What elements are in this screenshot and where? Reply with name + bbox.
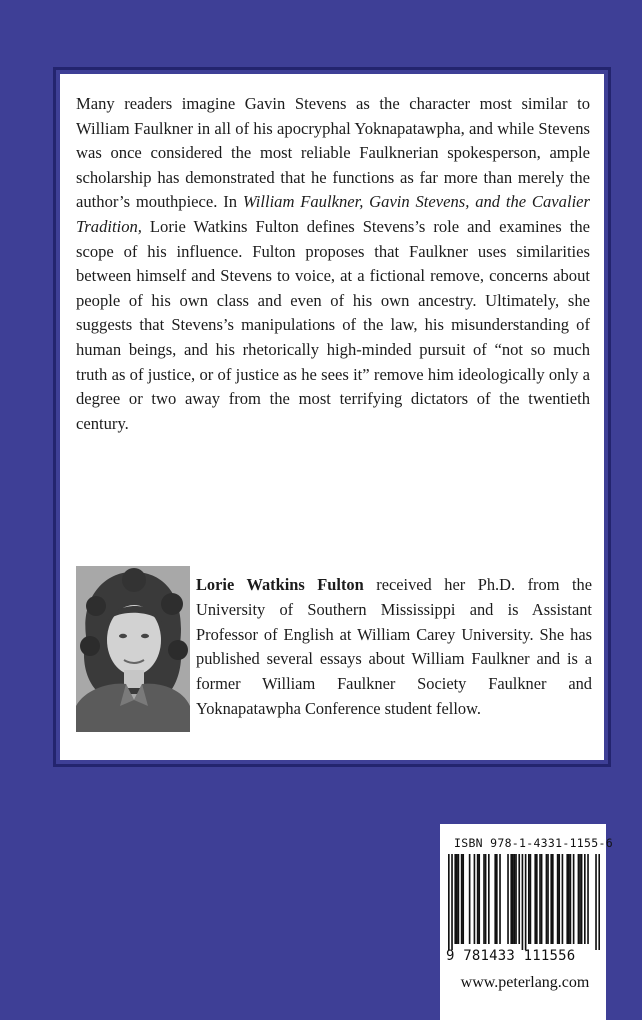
description-text-part-2: Lorie Watkins Fulton defines Stevens’s role and examines the scope of his influence. Fulton proposes that Faulkner uses similarities between himself and Stevens to voice, at a fictional remove, concerns about people of his own class and even of his own ancestry. Ultimately, she suggests that Stevens’s manipulations of the law, his misunderstanding of human beings, and his rhetorically high-minded pursuit of “not so much truth as of justice, or of justice as he sees it” remove him ideologically only a degree or two away from the most terrifying dictators of the twentieth century. xyxy=(76,216,590,433)
barcode-bar xyxy=(494,854,496,944)
barcode-bar xyxy=(510,854,512,944)
barcode-bar xyxy=(518,854,520,944)
barcode-bar xyxy=(461,854,463,944)
book-description xyxy=(76,92,590,436)
barcode-bar xyxy=(462,854,464,944)
author-portrait-illustration xyxy=(76,566,190,732)
barcode-bar xyxy=(478,854,480,944)
barcode-bar xyxy=(570,854,572,944)
barcode-bar xyxy=(573,854,575,944)
barcode-bar xyxy=(512,854,514,944)
author-bio xyxy=(196,573,592,722)
barcode-bar xyxy=(534,854,536,944)
barcode-bar xyxy=(448,854,450,950)
barcode-bar xyxy=(536,854,538,944)
barcode-bar xyxy=(557,854,559,944)
barcode-bar xyxy=(584,854,586,944)
barcode-bar xyxy=(595,854,597,950)
isbn-label: ISBN 978-1-4331-1155-6 xyxy=(454,836,613,850)
description-text-part-1: Many readers imagine Gavin Stevens as the character most similar to William Faulkner in all of his apocryphal Yoknapatawpha, and while Stevens was once considered the most reliable Faulknerian spokesperson, ample scholarship has demonstrated that he functions as far more than merely the author’s mouthpiece. In xyxy=(76,94,590,212)
barcode-bar xyxy=(507,854,509,944)
barcode-bar xyxy=(456,854,458,944)
barcode-bar xyxy=(581,854,583,944)
author-bio-text: received her Ph.D. from the University of Southern Mississippi and is Assistant Professor of English at William Carey University. She has published several essays about William Faulkner and is a former William Faulkner Society Faulkner and Yoknapatawpha Conference student fellow. xyxy=(196,575,592,718)
barcode-bar xyxy=(566,854,568,944)
barcode-bar xyxy=(454,854,456,944)
author-photo xyxy=(76,566,190,732)
barcode-bar xyxy=(578,854,580,944)
barcode-bar xyxy=(579,854,581,944)
barcode-bar xyxy=(539,854,541,944)
barcode-bar xyxy=(525,854,527,950)
barcode-bar xyxy=(514,854,516,944)
barcode-bar xyxy=(522,854,524,950)
barcode-bar xyxy=(451,854,453,950)
barcode-bar xyxy=(483,854,485,944)
barcode-digits: 9 781433 111556 xyxy=(446,948,576,964)
barcode-bar xyxy=(485,854,487,944)
barcode-bar xyxy=(552,854,554,944)
barcode-bar xyxy=(541,854,543,944)
barcode-bar xyxy=(469,854,471,944)
barcode-bar xyxy=(528,854,530,944)
barcode-bar xyxy=(496,854,498,944)
barcode-bar xyxy=(558,854,560,944)
barcode-bar xyxy=(499,854,501,944)
barcode-bar xyxy=(568,854,570,944)
barcode-bar xyxy=(550,854,552,944)
barcode-bar xyxy=(546,854,548,944)
barcode-bar xyxy=(515,854,517,944)
barcode-bar xyxy=(547,854,549,944)
barcode-bar xyxy=(477,854,479,944)
book-title: William Faulkner, Gavin Stevens, and the Cavalier Tradition, xyxy=(76,192,591,236)
barcode-bar xyxy=(458,854,460,944)
barcode-bars xyxy=(448,854,600,950)
barcode-bar xyxy=(488,854,490,944)
barcode-bar xyxy=(562,854,564,944)
barcode-bar xyxy=(587,854,589,944)
publisher-website: www.peterlang.com xyxy=(460,974,590,991)
barcode-bar xyxy=(598,854,600,950)
author-name: Lorie Watkins Fulton xyxy=(196,575,364,594)
barcode-bar xyxy=(530,854,532,944)
barcode-panel xyxy=(440,824,613,1020)
barcode-bar xyxy=(474,854,476,944)
